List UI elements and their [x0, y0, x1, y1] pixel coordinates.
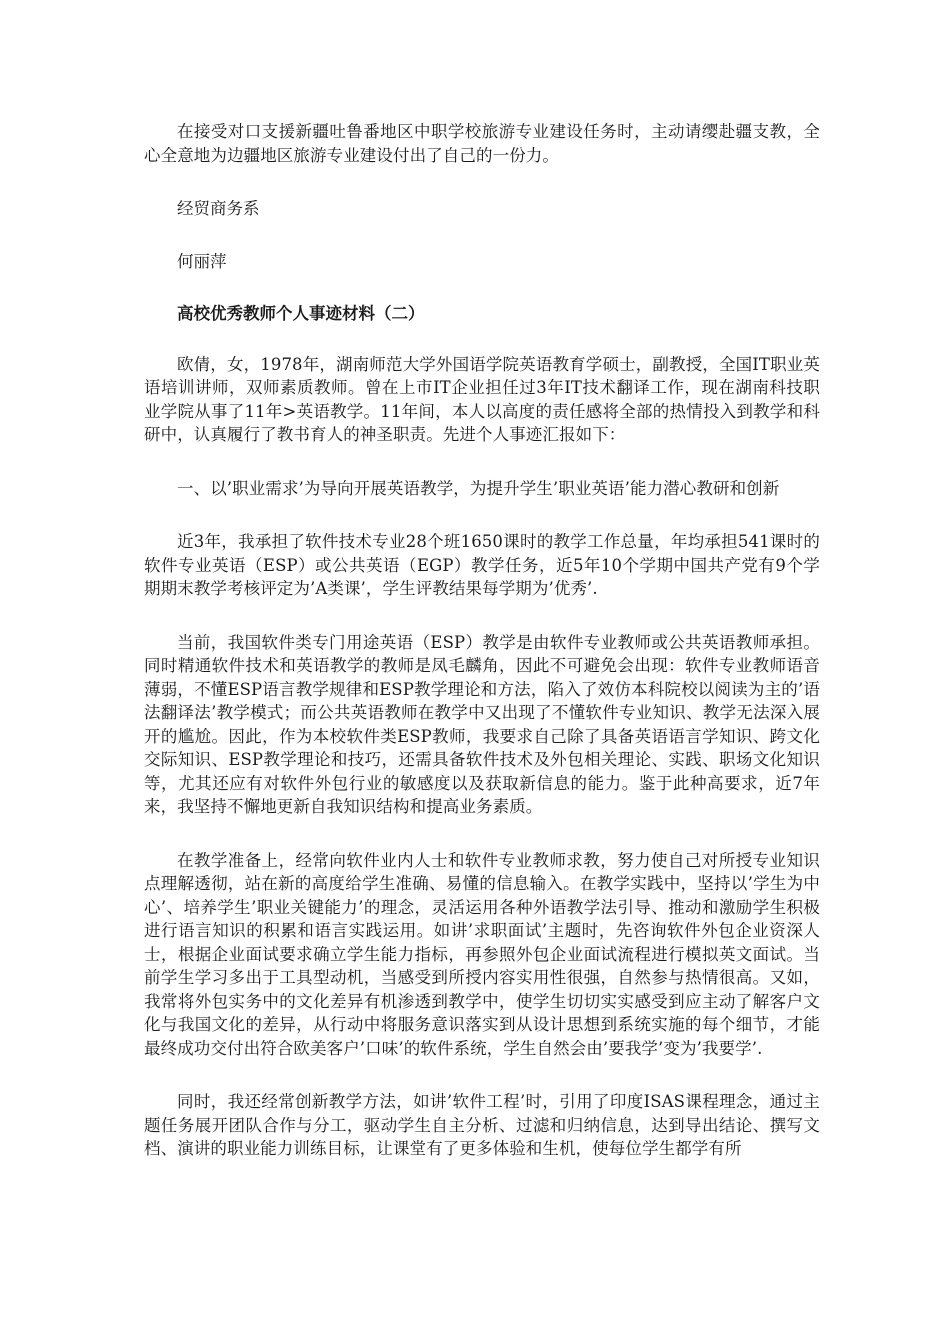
paragraph-teaching-innovation: 同时，我还经常创新教学方法，如讲’软件工程’时，引用了印度ISAS课程理念，通过主题任务展开团队合作与分工，驱动学生自主分析、过滤和归纳信息，达到导出结论、撰写文档、演讲的职业能力训练目标，让课堂有了更多体验和生机，使每位学生都学有所 — [144, 1092, 820, 1158]
author-name: 何丽萍 — [177, 251, 227, 271]
department-name: 经贸商务系 — [177, 199, 260, 218]
document-body — [144, 120, 820, 1191]
paragraph-teaching-preparation: 在教学准备上，经常向软件业内人士和软件专业教师求教，努力使自己对所授专业知识点理解透彻，站在新的高度给学生准确、易懂的信息输入。在教学实践中，坚持以’学生为中心’、培养学生’职业关键能力’的理念，灵活运用各种外语教学法引导、推动和激励学生积极进行语言知识的积累和语言实践运用。如讲’求职面试’主题时，先咨询软件外包企业资深人士，根据企业面试要求确立学生能力指标，再参照外包企业面试流程进行模拟英文面试。当前学生学习多出于工具型动机，当感受到所授内容实用性很强，自然参与热情很高。又如，我常将外包实务中的文化差异有机渗透到教学中，使学生切切实实感受到应主动了解客户文化与我国文化的差异，从行动中将服务意识落实到从设计思想到系统实施的每个细节，才能最终成功交付出符合欧美客户’口味’的软件系统，学生自然会由’要我学’变为’我要学’. — [144, 850, 820, 1058]
paragraph-biography: 欧倩，女，1978年，湖南师范大学外国语学院英语教育学硕士，副教授，全国IT职业英语培训讲师，双师素质教师。曾在上市IT企业担任过3年IT技术翻译工作，现在湖南科技职业学院从事了11年>英语教学。11年间，本人以高度的责任感将全部的热情投入到教学和科研中，认真履行了教书育人的神圣职责。先进个人事迹汇报如下： — [144, 354, 820, 444]
paragraph-esp-context: 当前，我国软件类专门用途英语（ESP）教学是由软件专业教师或公共英语教师承担。同时精通软件技术和英语教学的教师是凤毛麟角，因此不可避免会出现：软件专业教师语音薄弱，不懂ESP语言教学规律和ESP教学理论和方法，陷入了效仿本科院校以阅读为主的’语法翻译法’教学模式；而公共英语教师在教学中又出现了不懂软件专业知识、教学无法深入展开的尴尬。因此，作为本校软件类ESP教师，我要求自己除了具备英语语言学知识、跨文化交际知识、ESP教学理论和技巧，还需具备软件技术及外包相关理论、实践、职场文化知识等，尤其还应有对软件外包行业的敏感度以及获取新信息的能力。鉴于此种高要求，近7年来，我坚持不懈地更新自我知识结构和提高业务素质。 — [144, 632, 820, 816]
paragraph-subheading: 一、以’职业需求’为导向开展英语教学，为提升学生’职业英语’能力潜心教研和创新 — [177, 478, 780, 498]
section-heading: 高校优秀教师个人事迹材料（二） — [177, 304, 425, 323]
paragraph-workload: 近3年，我承担了软件技术专业28个班1650课时的教学工作总量，年均承担541课时的软件专业英语（ESP）或公共英语（EGP）教学任务，近5年10个学期中国共产党有9个学期期末教学考核评定为’A类课’，学生评教结果每学期为’优秀’. — [144, 532, 820, 598]
paragraph-intro-continuation: 在接受对口支援新疆吐鲁番地区中职学校旅游专业建设任务时，主动请缨赴疆支教，全心全意地为边疆地区旅游专业建设付出了自己的一份力。 — [144, 122, 820, 165]
